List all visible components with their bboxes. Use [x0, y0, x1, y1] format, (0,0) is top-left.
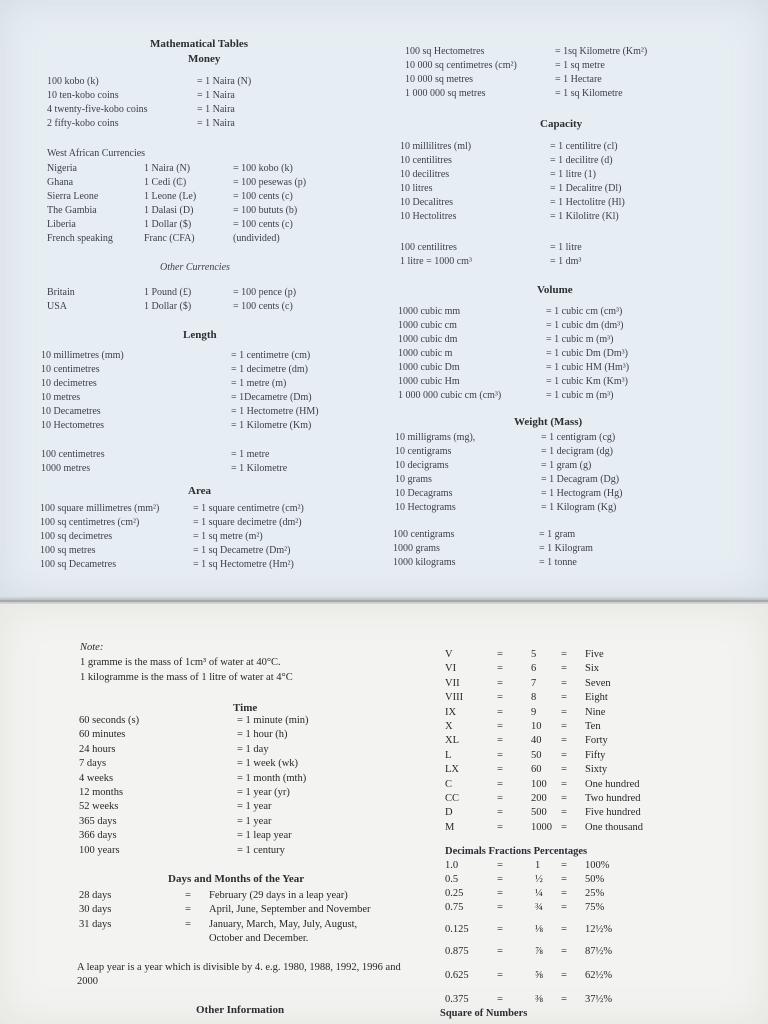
cell-f: ½: [535, 874, 543, 885]
cell-eq: =: [497, 924, 503, 935]
cell-b: 1 Cedi (₵): [144, 177, 187, 188]
cell-b: = 1 Naira: [197, 104, 235, 115]
cell-a: 10 Decametres: [41, 406, 101, 417]
cell-c: = 100 pence (p): [233, 287, 297, 298]
cell-a: 10 decimetres: [41, 378, 97, 389]
cell-b: = 1 litre: [550, 242, 582, 253]
cell-a: 10 millimetres (mm): [41, 350, 124, 361]
cell-r: X: [445, 720, 453, 732]
cell-b: = 1 cubic dm (dm³): [546, 320, 624, 331]
cell-w: Nine: [585, 706, 606, 718]
cell-eq: =: [497, 860, 503, 871]
cell-n: 6: [531, 663, 537, 675]
cell-eq1: =: [497, 692, 503, 704]
cell-d: 0.5: [445, 874, 459, 885]
cell-d: 0.375: [445, 994, 469, 1005]
cell-b: 1 Dollar ($): [144, 219, 192, 230]
cell-b: = 1 year: [237, 815, 272, 827]
cell-a: 60 minutes: [79, 729, 126, 741]
cell-eq2: =: [561, 720, 567, 732]
cell-b: = 1 year (yr): [237, 786, 290, 798]
cell-f: ⅝: [535, 970, 543, 981]
cell-eq2: =: [561, 749, 567, 761]
cell-a: 10 centimetres: [41, 364, 100, 375]
cell-b: = 1 leap year: [237, 830, 292, 842]
cell-a: 10 Hectometres: [41, 420, 105, 431]
cell-a: 10 milligrams (mg),: [395, 432, 476, 443]
cell-a: 100 centimetres: [41, 449, 105, 460]
cell-w: Eight: [585, 692, 608, 704]
cell-w: Six: [585, 663, 600, 675]
cell-b: February (29 days in a leap year): [209, 890, 348, 901]
cell-a: 10 grams: [395, 474, 432, 485]
cell-b: = 1 Naira (N): [197, 76, 252, 87]
cell-a: 12 months: [79, 786, 124, 798]
cell-b: = 1 litre (1): [550, 169, 596, 180]
bottom-page: [0, 604, 768, 1024]
cell-b: = 1 Kilolitre (Kl): [550, 211, 619, 222]
cell-eq1: =: [497, 821, 503, 833]
cell-r: C: [445, 778, 453, 790]
time-heading: Time: [233, 702, 258, 714]
cell-b: = 1 sq Decametre (Dm²): [193, 545, 291, 556]
cell-a: 100 years: [79, 844, 120, 856]
cell-a: 52 weeks: [79, 801, 119, 813]
cell-a: 10 000 sq metres: [405, 74, 474, 85]
cell-a: 1000 grams: [393, 543, 440, 554]
cell-a: 10 000 sq centimetres (cm²): [405, 60, 517, 71]
cell-w: Seven: [585, 677, 611, 689]
cell-b: = 1 Kilometre: [231, 463, 288, 474]
cell-eq2: =: [561, 807, 567, 819]
cell-b: = 1 day: [237, 743, 269, 755]
cell-b: October and December.: [209, 933, 309, 945]
cell-eq2: =: [561, 706, 567, 718]
cell-eq: =: [561, 860, 567, 871]
cell-b: = 1 Hectogram (Hg): [541, 488, 623, 499]
cell-eq: =: [185, 918, 191, 930]
cell-r: VII: [445, 677, 460, 689]
cell-n: 40: [531, 735, 542, 747]
cell-eq2: =: [561, 735, 567, 747]
cell-eq: =: [185, 890, 191, 901]
leap-year-text: A leap year is a year which is divisible by 4. e.g. 1980, 1988, 1992, 1996 and 2000: [77, 962, 401, 987]
cell-eq2: =: [561, 663, 567, 675]
cell-eq2: =: [561, 677, 567, 689]
cell-a: 10 Hectograms: [395, 502, 456, 513]
cell-a: 1000 kilograms: [393, 557, 456, 568]
cell-a: 100 sq metres: [40, 545, 96, 556]
cell-d: 0.125: [445, 924, 469, 935]
cell-b: = 1 hour (h): [237, 729, 288, 741]
cell-b: 1 Leone (Le): [144, 191, 197, 202]
cell-p: 25%: [585, 888, 605, 899]
cell-eq: =: [561, 874, 567, 885]
cell-eq2: =: [561, 792, 567, 804]
cell-n: 8: [531, 692, 537, 704]
cell-a: 1000 cubic m: [398, 348, 453, 359]
cell-eq1: =: [497, 764, 503, 776]
cell-eq2: =: [561, 649, 567, 660]
cell-c: = 100 bututs (b): [233, 205, 298, 216]
cell-a: 100 centigrams: [393, 529, 455, 540]
cell-a: 10 Hectolitres: [400, 211, 457, 222]
cell-b: = 1 metre (m): [231, 378, 287, 389]
cell-b: = 1 gram: [539, 529, 576, 540]
cell-a: 4 weeks: [79, 772, 114, 784]
cell-eq1: =: [497, 807, 503, 819]
cell-eq1: =: [497, 749, 503, 761]
cell-a: 10 millilitres (ml): [400, 141, 472, 152]
cell-b: = 1 month (mth): [237, 772, 307, 784]
cell-eq: =: [497, 970, 503, 981]
cell-eq1: =: [497, 663, 503, 675]
cell-a: 1 000 000 cubic cm (cm³): [398, 390, 502, 401]
cell-b: = 1 Naira: [197, 118, 235, 129]
cell-c: = 100 kobo (k): [233, 163, 293, 174]
cell-a: 31 days: [79, 918, 112, 930]
cell-a: 100 sq Decametres: [40, 559, 117, 570]
cell-c: (undivided): [233, 233, 280, 244]
cell-c: = 100 cents (c): [233, 301, 293, 312]
other-information-heading: Other Information: [196, 1004, 285, 1016]
cell-a: 100 sq decimetres: [40, 531, 113, 542]
area-heading: Area: [188, 485, 212, 497]
cell-a: 2 fifty-kobo coins: [47, 118, 119, 129]
table-row: [445, 859, 665, 873]
cell-eq: =: [561, 994, 567, 1005]
cell-b: = 1 metre: [231, 449, 270, 460]
cell-b: = 1 gram (g): [541, 460, 592, 471]
cell-f: ⅛: [535, 924, 543, 935]
tables-title: Mathematical Tables: [150, 38, 249, 50]
cell-b: = 1 Decalitre (Dl): [550, 183, 622, 194]
cell-w: Sixty: [585, 764, 608, 776]
cell-b: January, March, May, July, August,: [209, 918, 358, 930]
cell-eq2: =: [561, 764, 567, 776]
cell-c: = 100 cents (c): [233, 219, 293, 230]
cell-b: = 1 Decagram (Dg): [541, 474, 620, 485]
cell-w: Ten: [585, 720, 601, 732]
cell-b: = 1 Hectolitre (Hl): [550, 197, 625, 208]
cell-a: Britain: [47, 287, 75, 298]
cell-b: = 1 decimetre (dm): [231, 364, 308, 375]
cell-b: = 1 Kilogram: [539, 543, 593, 554]
cell-a: 1000 metres: [41, 463, 91, 474]
cell-b: = 1 cubic cm (cm³): [546, 306, 623, 317]
cell-f: ⅞: [535, 946, 543, 957]
weight-heading: Weight (Mass): [514, 416, 583, 428]
cell-d: 0.75: [445, 902, 464, 913]
cell-a: USA: [47, 301, 68, 312]
cell-b: = 1 centilitre (cl): [550, 141, 618, 152]
cell-eq: =: [497, 946, 503, 957]
cell-b: 1 Dollar ($): [144, 301, 192, 312]
west-african-heading: West African Currencies: [47, 148, 146, 159]
cell-a: 10 metres: [41, 392, 81, 403]
capacity-heading: Capacity: [540, 118, 583, 130]
cell-b: 1 Naira (N): [144, 163, 191, 174]
cell-d: 0.625: [445, 970, 469, 981]
cell-b: = 1 sq metre (m²): [193, 531, 263, 542]
cell-f: ¼: [535, 888, 543, 899]
cell-a: 60 seconds (s): [79, 715, 140, 726]
cell-a: 1000 cubic Dm: [398, 362, 460, 373]
cell-c: = 100 pesewas (p): [233, 177, 307, 188]
cell-eq: =: [497, 874, 503, 885]
cell-eq: =: [561, 902, 567, 913]
cell-b: = 1 sq Kilometre: [555, 88, 623, 99]
cell-w: Five: [585, 649, 604, 660]
cell-n: 60: [531, 764, 542, 776]
cell-a: 24 hours: [79, 743, 116, 755]
cell-b: = 1 cubic m (m³): [546, 390, 614, 401]
cell-eq1: =: [497, 720, 503, 732]
cell-eq: =: [561, 970, 567, 981]
cell-n: 1000: [531, 821, 552, 833]
cell-b: = 1 cubic HM (Hm³): [546, 362, 630, 373]
cell-a: 1000 cubic dm: [398, 334, 458, 345]
cell-eq: =: [497, 994, 503, 1005]
cell-b: = 1 Naira: [197, 90, 235, 101]
cell-b: = 1 square centimetre (cm²): [193, 503, 304, 514]
cell-a: 10 decilitres: [400, 169, 450, 180]
cell-a: 1 000 000 sq metres: [405, 88, 486, 99]
cell-b: = 1 Hectometre (HM): [231, 406, 319, 417]
cell-p: 75%: [585, 902, 605, 913]
cell-p: 12½%: [585, 924, 613, 935]
cell-a: 365 days: [79, 815, 117, 827]
cell-a: 100 sq centimetres (cm²): [40, 517, 140, 528]
cell-a: 10 centilitres: [400, 155, 452, 166]
cell-a: Liberia: [47, 219, 76, 230]
cell-eq: =: [497, 902, 503, 913]
cell-eq: =: [185, 904, 191, 916]
cell-b: 1 Dalasi (D): [144, 205, 194, 216]
cell-r: LX: [445, 764, 459, 776]
cell-b: = 1 sq Hectometre (Hm²): [193, 559, 294, 570]
cell-b: = 1 cubic Dm (Dm³): [546, 348, 628, 359]
cell-b: = 1 cubic m (m³): [546, 334, 614, 345]
cell-p: 50%: [585, 874, 605, 885]
cell-n: 50: [531, 749, 542, 761]
cell-a: 366 days: [79, 830, 117, 842]
cell-w: Two hundred: [585, 792, 641, 804]
table-row: [445, 969, 665, 983]
cell-b: = 1 decilitre (d): [550, 155, 613, 166]
cell-eq1: =: [497, 706, 503, 718]
cell-eq: =: [561, 946, 567, 957]
cell-w: Fifty: [585, 749, 606, 761]
cell-a: 100 kobo (k): [47, 76, 99, 87]
cell-a: Ghana: [47, 177, 74, 188]
cell-eq2: =: [561, 778, 567, 790]
cell-n: 5: [531, 649, 537, 660]
cell-n: 200: [531, 792, 547, 804]
squares-heading: Square of Numbers: [440, 1008, 528, 1019]
volume-heading: Volume: [537, 284, 573, 296]
dfp-heading: Decimals Fractions Percentages: [445, 846, 588, 857]
table-row: [445, 887, 665, 901]
cell-a: 1000 cubic mm: [398, 306, 461, 317]
cell-r: VIII: [445, 692, 464, 704]
cell-a: 10 ten-kobo coins: [47, 90, 119, 101]
cell-b: = 1Decametre (Dm): [231, 392, 312, 403]
cell-a: 10 decigrams: [395, 460, 449, 471]
cell-w: One hundred: [585, 778, 640, 790]
cell-eq2: =: [561, 821, 567, 833]
other-currencies-heading: Other Currencies: [160, 262, 230, 273]
cell-a: The Gambia: [47, 205, 97, 216]
cell-b: Franc (CFA): [144, 233, 195, 244]
cell-n: 10: [531, 720, 542, 732]
cell-f: 1: [535, 860, 541, 871]
cell-b: = 1 Kilogram (Kg): [541, 502, 617, 513]
cell-p: 87½%: [585, 946, 613, 957]
table-row: [445, 923, 665, 937]
cell-eq1: =: [497, 735, 503, 747]
cell-eq: =: [561, 888, 567, 899]
cell-r: IX: [445, 706, 457, 718]
table-row: [445, 873, 665, 887]
cell-d: 0.25: [445, 888, 464, 899]
cell-a: 1000 cubic Hm: [398, 376, 460, 387]
cell-w: Forty: [585, 735, 608, 747]
cell-a: 100 square millimetres (mm²): [40, 503, 160, 514]
cell-w: Five hundred: [585, 807, 641, 819]
cell-a: 7 days: [79, 758, 107, 770]
cell-eq1: =: [497, 677, 503, 689]
cell-a: 10 Decagrams: [395, 488, 453, 499]
cell-b: = 1 cubic Km (Km³): [546, 376, 628, 387]
cell-p: 100%: [585, 860, 610, 871]
cell-r: CC: [445, 792, 460, 804]
cell-r: D: [445, 807, 453, 819]
cell-b: = 1 week (wk): [237, 758, 299, 770]
cell-d: 1.0: [445, 860, 459, 871]
cell-r: L: [445, 749, 452, 761]
note-label: Note:: [80, 642, 104, 653]
cell-a: 28 days: [79, 890, 112, 901]
cell-b: = 1 sq metre: [555, 60, 605, 71]
table-row: [445, 901, 665, 915]
cell-b: April, June, September and November: [209, 904, 371, 916]
cell-a: French speaking: [47, 233, 113, 244]
cell-a: 100 centilitres: [400, 242, 457, 253]
cell-b: 1 Pound (£): [144, 287, 192, 298]
cell-b: = 1 year: [237, 801, 272, 813]
cell-f: ⅜: [535, 994, 543, 1005]
cell-b: = 1sq Kilometre (Km²): [555, 46, 648, 57]
cell-eq1: =: [497, 792, 503, 804]
note-line-1: 1 gramme is the mass of 1cm³ of water at 40°C.: [80, 657, 281, 668]
cell-a: Nigeria: [47, 163, 77, 174]
cell-a: 4 twenty-five-kobo coins: [47, 104, 148, 115]
cell-a: 1 litre = 1000 cm³: [400, 256, 472, 267]
cell-a: 10 centigrams: [395, 446, 452, 457]
cell-r: VI: [445, 663, 457, 675]
cell-r: M: [445, 821, 455, 833]
cell-n: 500: [531, 807, 547, 819]
cell-b: = 1 square decimetre (dm²): [193, 517, 302, 528]
length-heading: Length: [183, 329, 217, 341]
cell-b: = 1 century: [237, 844, 285, 856]
note-line-2: 1 kilogramme is the mass of 1 litre of water at 4°C: [80, 672, 293, 683]
cell-eq1: =: [497, 778, 503, 790]
cell-a: Sierra Leone: [47, 191, 99, 202]
cell-b: = 1 decigram (dg): [541, 446, 614, 457]
cell-b: = 1 Hectare: [555, 74, 602, 85]
cell-c: = 100 cents (c): [233, 191, 293, 202]
cell-n: 7: [531, 677, 537, 689]
cell-a: 10 litres: [400, 183, 433, 194]
cell-b: = 1 centimetre (cm): [231, 350, 311, 361]
cell-a: 1000 cubic cm: [398, 320, 457, 331]
cell-p: 37½%: [585, 994, 613, 1005]
cell-b: = 1 minute (min): [237, 715, 309, 726]
table-row: [445, 993, 665, 1007]
table-row: [445, 945, 665, 959]
months-heading: Days and Months of the Year: [168, 873, 305, 885]
cell-a: 30 days: [79, 904, 112, 916]
cell-b: = 1 dm³: [550, 256, 582, 267]
cell-b: = 1 tonne: [539, 557, 577, 568]
cell-a: 10 Decalitres: [400, 197, 454, 208]
cell-w: One thousand: [585, 821, 644, 833]
cell-a: 100 sq Hectometres: [405, 46, 485, 57]
cell-r: V: [445, 649, 453, 660]
cell-n: 9: [531, 706, 537, 718]
cell-eq1: =: [497, 649, 503, 660]
cell-p: 62½%: [585, 970, 613, 981]
cell-r: XL: [445, 735, 459, 747]
money-heading: Money: [188, 53, 221, 65]
cell-eq: =: [561, 924, 567, 935]
cell-n: 100: [531, 778, 547, 790]
cell-f: ¾: [535, 902, 543, 913]
cell-b: = 1 centigram (cg): [541, 432, 616, 443]
cell-b: = 1 Kilometre (Km): [231, 420, 312, 431]
cell-d: 0.875: [445, 946, 469, 957]
cell-eq2: =: [561, 692, 567, 704]
cell-eq: =: [497, 888, 503, 899]
